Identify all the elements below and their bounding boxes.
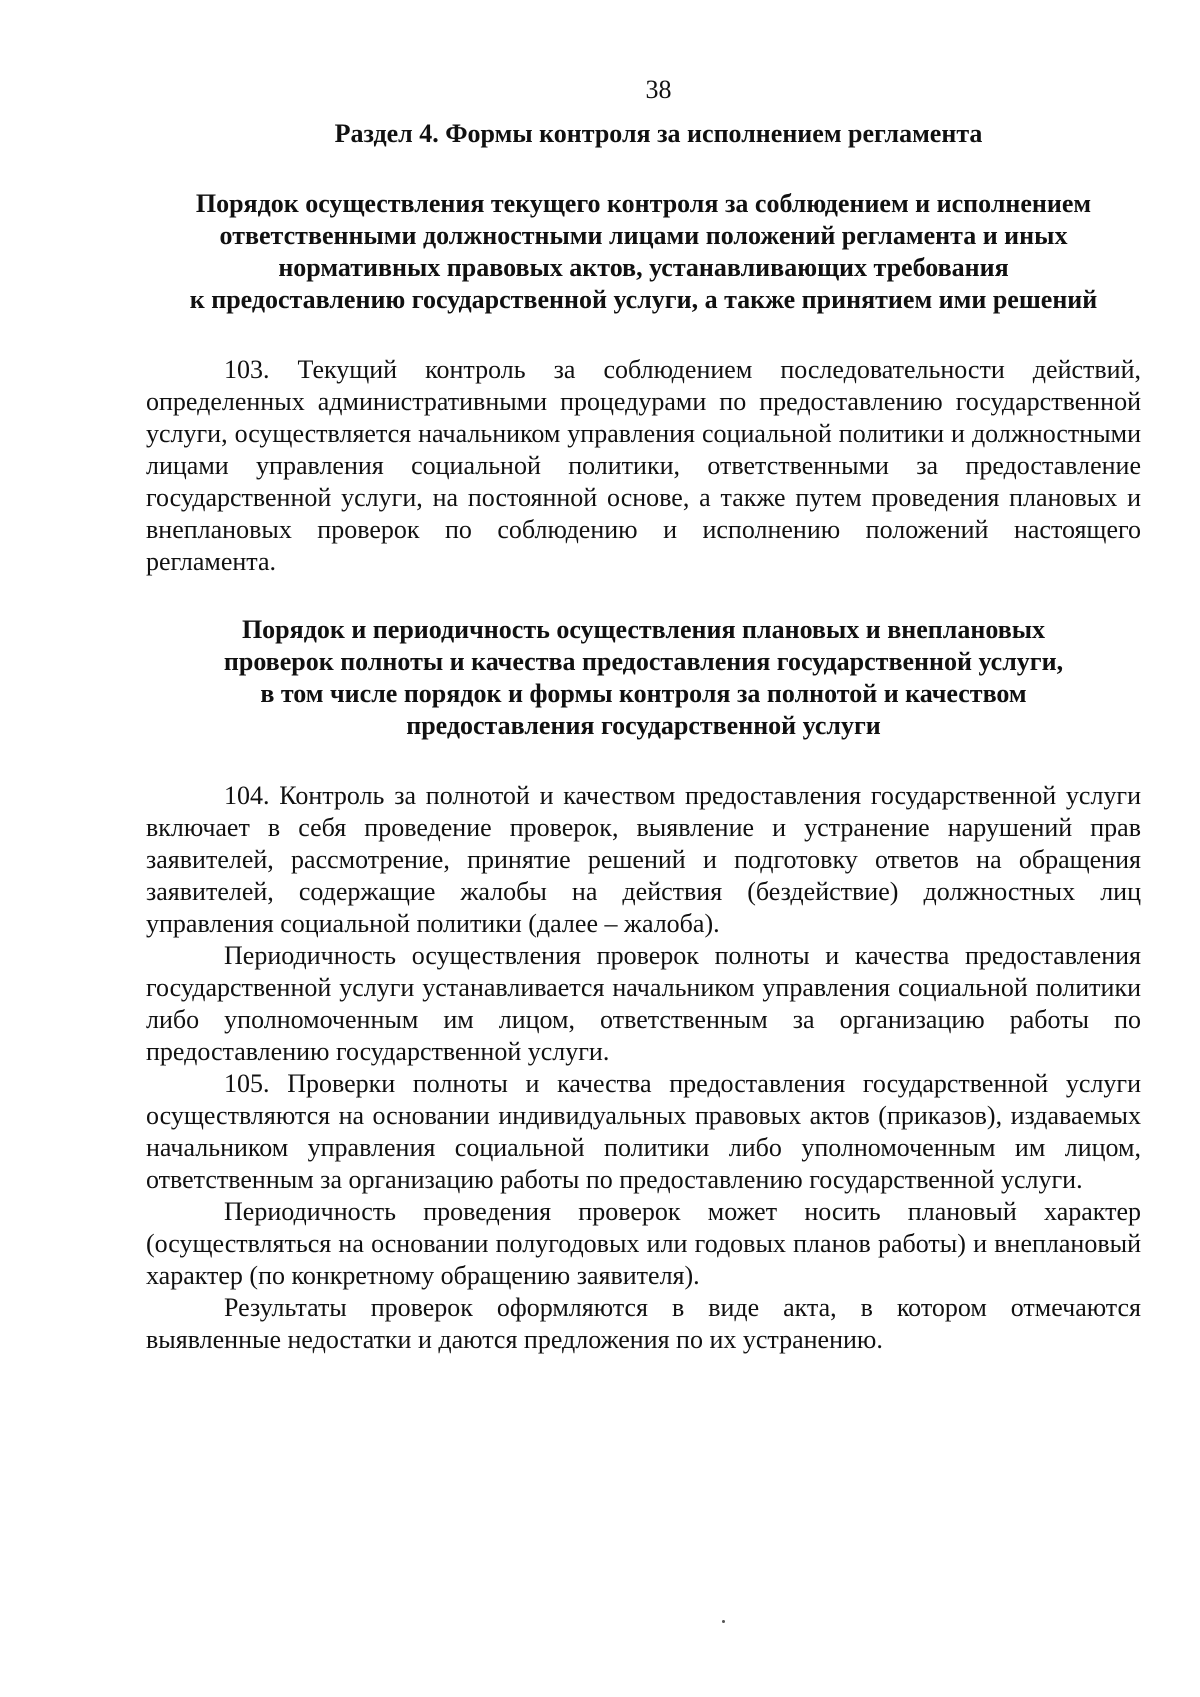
subheading-line: к предоставлению государственной услуги, а также принятием ими решений xyxy=(189,285,1098,314)
paragraph-results: Результаты проверок оформляются в виде акта, в котором отмечаются выявленные недостатки и даются предложения по их устранению. xyxy=(146,1293,1141,1354)
subheading-line: Порядок осуществления текущего контроля за соблюдением и исполнением xyxy=(195,189,1092,218)
section-title: Раздел 4. Формы контроля за исполнением регламента xyxy=(334,119,983,148)
subheading-line: в том числе порядок и формы контроля за полнотой и качеством xyxy=(260,679,1027,708)
scan-speck xyxy=(722,1620,725,1623)
subheading-line: ответственными должностными лицами положений регламента и иных xyxy=(219,221,1068,250)
subheading-current-control xyxy=(146,188,1141,316)
subheading-line: нормативных правовых актов, устанавливающих требования xyxy=(278,253,1009,282)
paragraph-104: 104. Контроль за полнотой и качеством предоставления государственной услуги включает в себя проведение проверок, выявление и устранение нарушений прав заявителей, рассмотрение, принятие решений и подготовку ответов на обращения заявителей, содержащие жалобы на действия (бездействие) должностных лиц управления социальной политики (далее – жалоба). xyxy=(146,781,1141,938)
subheading-line: Порядок и периодичность осуществления плановых и внеплановых xyxy=(241,615,1046,644)
paragraph-105: 105. Проверки полноты и качества предоставления государственной услуги осуществляются на основании индивидуальных правовых актов (приказов), издаваемых начальником управления социальной политики либо уполномоченным им лицом, ответственным за организацию работы по предоставлению государственной услуги. xyxy=(146,1069,1141,1194)
paragraph-inspection-type: Периодичность проведения проверок может носить плановый характер (осуществляться на основании полугодовых или годовых планов работы) и внеплановый характер (по конкретному обращению заявителя). xyxy=(146,1197,1141,1290)
document-page xyxy=(146,72,1141,1356)
paragraph-periodicity: Периодичность осуществления проверок полноты и качества предоставления государственной услуги устанавливается начальником управления социальной политики либо уполномоченным им лицом, ответственным за организацию работы по предоставлению государственной услуги. xyxy=(146,941,1141,1066)
page-number: 38 xyxy=(645,75,672,104)
paragraph-103: 103. Текущий контроль за соблюдением последовательности действий, определенных административными процедурами по предоставлению государственной услуги, осуществляется начальником управления социальной политики и должностными лицами управления социальной политики, ответственными за предоставление государственной услуги, на постоянной основе, а также путем проведения плановых и внеплановых проверок по соблюдению и исполнению положений настоящего регламента. xyxy=(146,355,1141,576)
subheading-line: проверок полноты и качества предоставления государственной услуги, xyxy=(223,647,1064,676)
subheading-inspections xyxy=(146,614,1141,742)
subheading-line: предоставления государственной услуги xyxy=(406,711,881,740)
